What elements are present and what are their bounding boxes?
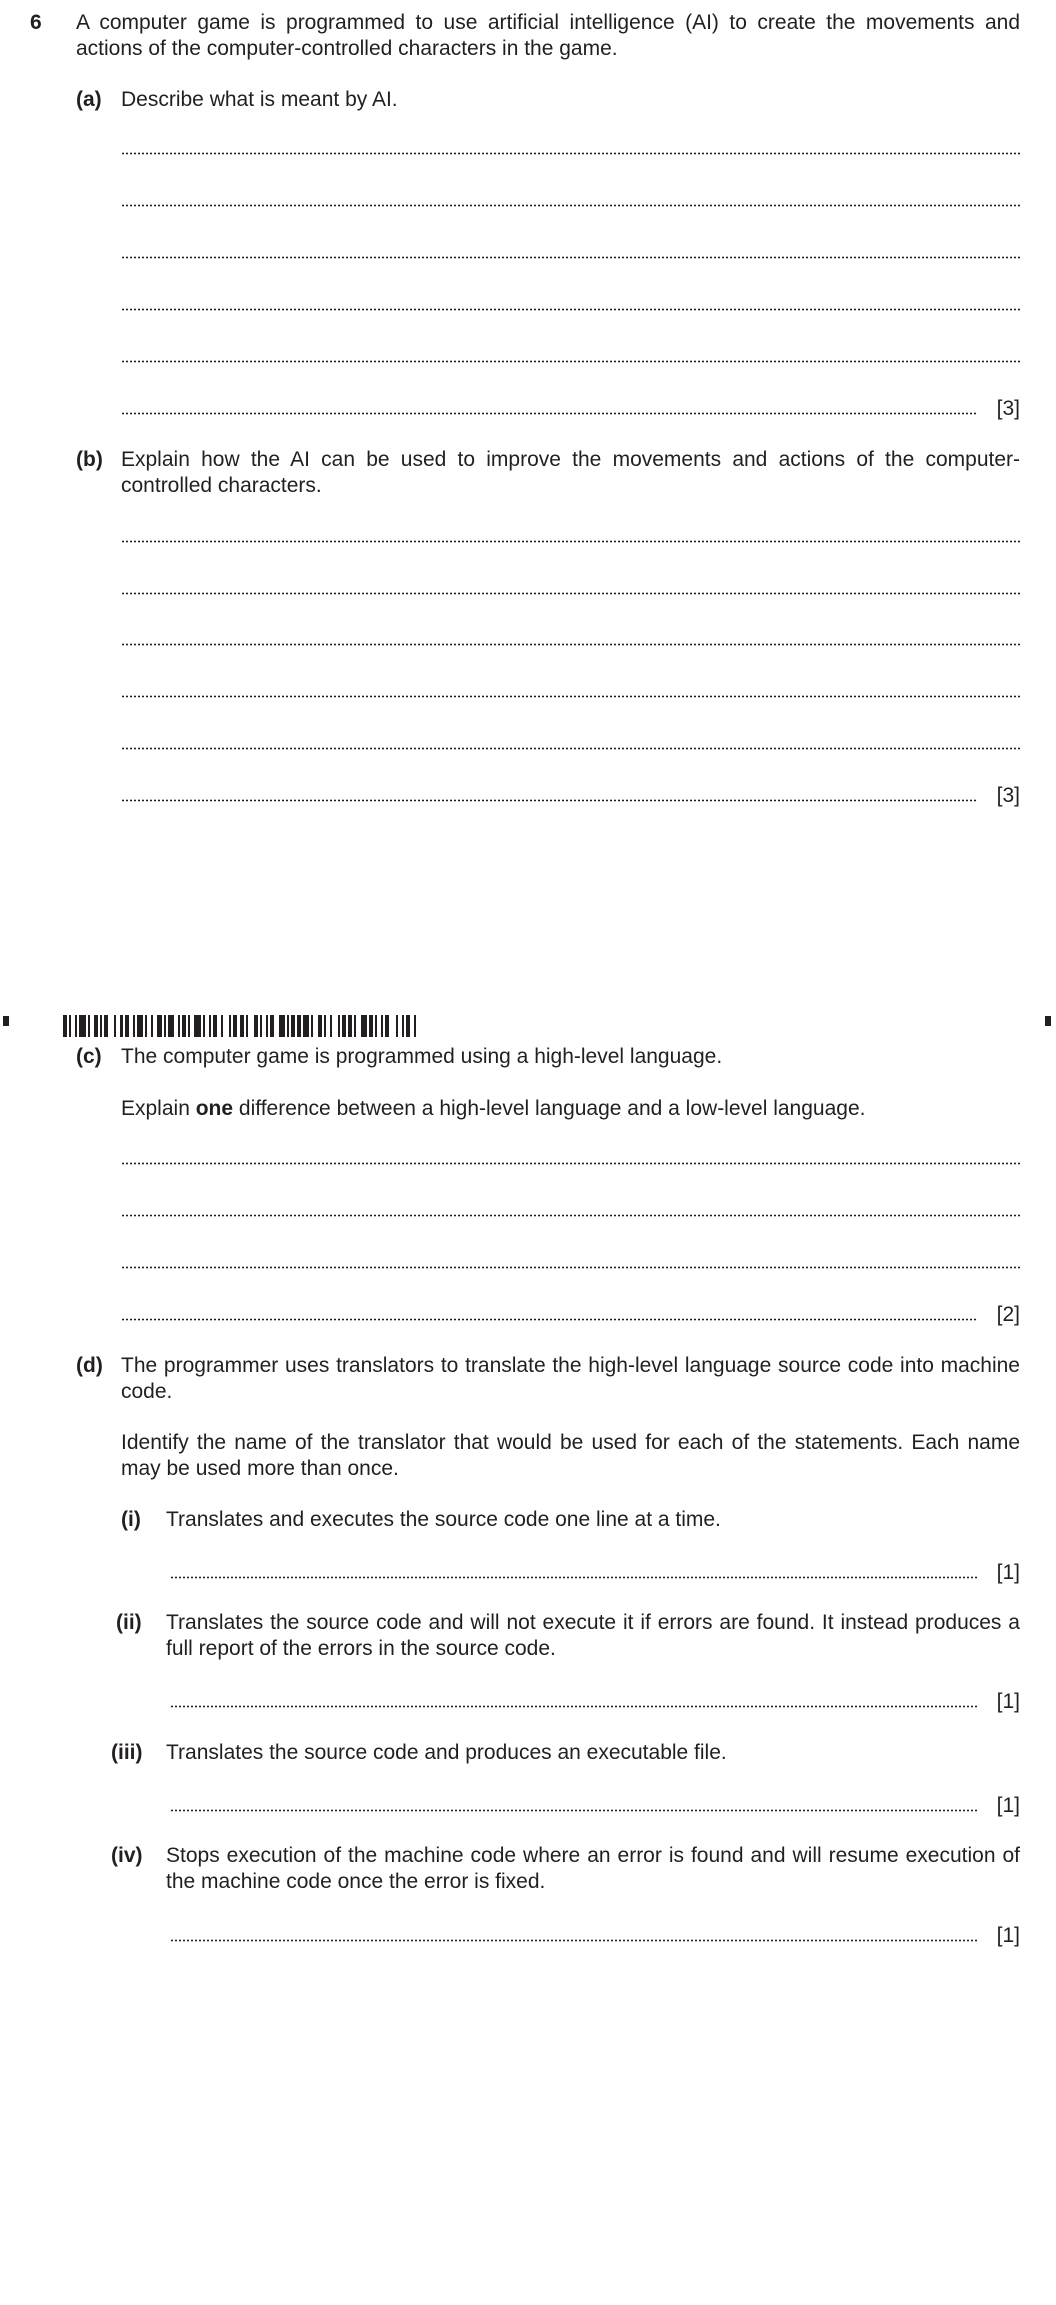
answer-line[interactable] [121, 695, 1020, 698]
answer-line[interactable] [170, 1809, 977, 1812]
answer-line[interactable] [121, 1214, 1020, 1217]
part-c-instruction [121, 1096, 1020, 1122]
subpart-i-question: Translates and executes the source code one line at a time. [166, 1508, 721, 1531]
registration-mark-left [3, 1016, 9, 1026]
part-d-instruction: Identify the name of the translator that would be used for each of the statements. Each name may be used more than once. [121, 1431, 1020, 1480]
answer-line[interactable] [121, 360, 1020, 363]
part-b-question: Explain how the AI can be used to improve the movements and actions of the computer-controlled characters. [121, 448, 1020, 497]
part-c-question: The computer game is programmed using a high-level language. [121, 1045, 723, 1068]
subpart-ii-question: Translates the source code and will not execute it if errors are found. It instead produces a full report of the errors in the source code. [166, 1611, 1020, 1660]
part-d-question: The programmer uses translators to translate the high-level language source code into machine code. [121, 1354, 1020, 1403]
instruction-emphasis: one [195, 1097, 234, 1120]
answer-line[interactable] [121, 412, 977, 415]
part-b-label: (b) [76, 448, 103, 471]
part-c-label: (c) [76, 1045, 102, 1068]
answer-line[interactable] [121, 643, 1020, 646]
part-d-label: (d) [76, 1354, 103, 1377]
answer-line[interactable] [121, 256, 1020, 259]
answer-line[interactable] [121, 1266, 1020, 1269]
subpart-iv-marks: [1] [996, 1924, 1020, 1947]
answer-line[interactable] [170, 1576, 977, 1579]
subpart-iii-marks: [1] [996, 1794, 1020, 1817]
answer-line[interactable] [121, 308, 1020, 311]
subpart-iv-label: (iv) [111, 1844, 143, 1867]
question-number: 6 [30, 11, 42, 34]
subpart-i-marks: [1] [996, 1561, 1020, 1584]
answer-line[interactable] [121, 592, 1020, 595]
answer-line[interactable] [121, 540, 1020, 543]
answer-line[interactable] [121, 204, 1020, 207]
question-stem: A computer game is programmed to use artificial intelligence (AI) to create the movements and actions of the computer-controlled characters in the game. [76, 11, 1020, 60]
answer-line[interactable] [121, 747, 1020, 750]
subpart-ii-marks: [1] [996, 1690, 1020, 1713]
answer-line[interactable] [170, 1705, 977, 1708]
part-b-marks: [3] [996, 784, 1020, 807]
part-a-question: Describe what is meant by AI. [121, 88, 398, 111]
subpart-iii-question: Translates the source code and produces an executable file. [166, 1741, 727, 1764]
answer-line[interactable] [170, 1939, 977, 1942]
registration-mark-right [1045, 1016, 1051, 1026]
instruction-text: Explain [121, 1097, 196, 1120]
subpart-i-label: (i) [121, 1508, 141, 1531]
answer-line[interactable] [121, 152, 1020, 155]
answer-line[interactable] [121, 1162, 1020, 1165]
subpart-iii-label: (iii) [111, 1741, 143, 1764]
instruction-text: difference between a high-level language and a low-level language. [233, 1097, 866, 1120]
part-a-label: (a) [76, 88, 102, 111]
answer-line[interactable] [121, 1318, 977, 1321]
answer-line[interactable] [121, 799, 977, 802]
subpart-iv-question: Stops execution of the machine code where an error is found and will resume execution of the machine code once the error is fixed. [166, 1844, 1020, 1893]
part-a-marks: [3] [996, 397, 1020, 420]
subpart-ii-label: (ii) [116, 1611, 142, 1634]
part-c-marks: [2] [996, 1303, 1020, 1326]
barcode [63, 1015, 419, 1037]
